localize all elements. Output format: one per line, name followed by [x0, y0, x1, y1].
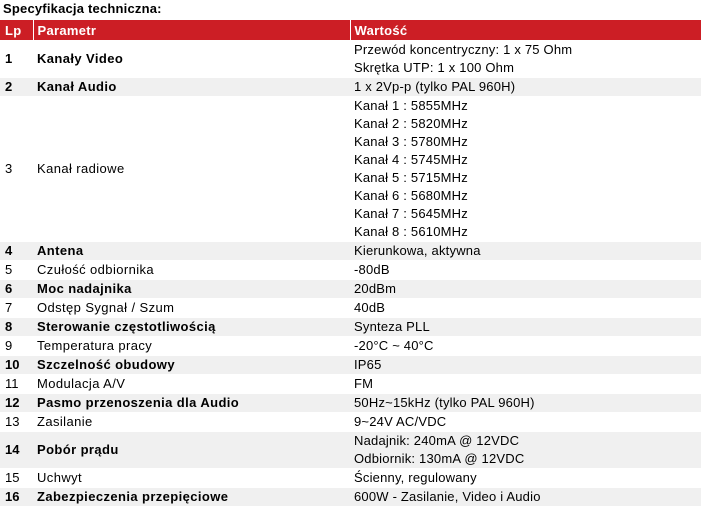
- row-number: 8: [0, 318, 33, 337]
- table-row: [0, 432, 701, 469]
- value-line: 600W - Zasilanie, Video i Audio: [354, 489, 541, 504]
- value-line: 20dBm: [354, 281, 397, 296]
- value-line: Nadajnik: 240mA @ 12VDC: [354, 433, 520, 448]
- parameter-name: Czułość odbiornika: [33, 261, 350, 280]
- row-number: 14: [0, 432, 33, 469]
- table-row: [0, 337, 701, 356]
- row-number: 12: [0, 394, 33, 413]
- table-row: [0, 356, 701, 375]
- column-header-lp: Lp: [0, 20, 33, 41]
- table-row: [0, 97, 701, 242]
- value-line: Skrętka UTP: 1 x 100 Ohm: [354, 60, 515, 75]
- value-line: Ścienny, regulowany: [354, 470, 477, 485]
- section-heading: Specyfikacja techniczna:: [3, 1, 162, 16]
- parameter-value: [350, 242, 701, 261]
- parameter-value: [350, 318, 701, 337]
- parameter-value: [350, 394, 701, 413]
- table-row: [0, 242, 701, 261]
- parameter-name: Moc nadajnika: [33, 280, 350, 299]
- parameter-value: [350, 97, 701, 242]
- row-number: 1: [0, 41, 33, 78]
- parameter-name: Pasmo przenoszenia dla Audio: [33, 394, 350, 413]
- value-line: Kanał 8 : 5610MHz: [354, 224, 468, 239]
- row-number: 7: [0, 299, 33, 318]
- parameter-value: [350, 261, 701, 280]
- value-line: Kanał 6 : 5680MHz: [354, 188, 468, 203]
- row-number: 13: [0, 413, 33, 432]
- parameter-name: Zabezpieczenia przepięciowe: [33, 488, 350, 507]
- table-row: [0, 41, 701, 78]
- table-row: [0, 261, 701, 280]
- parameter-value: [350, 41, 701, 78]
- value-line: 50Hz~15kHz (tylko PAL 960H): [354, 395, 535, 410]
- value-line: Odbiornik: 130mA @ 12VDC: [354, 451, 525, 466]
- parameter-value: [350, 356, 701, 375]
- table-row: [0, 78, 701, 97]
- value-line: Kanał 5 : 5715MHz: [354, 170, 468, 185]
- value-line: Kanał 2 : 5820MHz: [354, 116, 468, 131]
- row-number: 9: [0, 337, 33, 356]
- value-line: Kanał 4 : 5745MHz: [354, 152, 468, 167]
- column-header-param: Parametr: [33, 20, 350, 41]
- row-number: 15: [0, 469, 33, 488]
- value-line: Kanał 3 : 5780MHz: [354, 134, 468, 149]
- row-number: 2: [0, 78, 33, 97]
- value-line: -20°C ~ 40°C: [354, 338, 434, 353]
- parameter-value: [350, 413, 701, 432]
- value-line: Przewód koncentryczny: 1 x 75 Ohm: [354, 42, 573, 57]
- row-number: 16: [0, 488, 33, 507]
- value-line: Kanał 7 : 5645MHz: [354, 206, 468, 221]
- parameter-name: Szczelność obudowy: [33, 356, 350, 375]
- table-header-row: [0, 20, 701, 41]
- parameter-value: [350, 280, 701, 299]
- parameter-name: Zasilanie: [33, 413, 350, 432]
- table-body: [0, 41, 701, 507]
- value-line: IP65: [354, 357, 382, 372]
- column-header-value: Wartość: [350, 20, 701, 41]
- table-row: [0, 318, 701, 337]
- table-row: [0, 394, 701, 413]
- value-line: FM: [354, 376, 374, 391]
- parameter-name: Kanały Video: [33, 41, 350, 78]
- parameter-name: Temperatura pracy: [33, 337, 350, 356]
- value-line: Kierunkowa, aktywna: [354, 243, 481, 258]
- value-line: Synteza PLL: [354, 319, 430, 334]
- table-row: [0, 280, 701, 299]
- parameter-name: Kanał Audio: [33, 78, 350, 97]
- parameter-value: [350, 337, 701, 356]
- table-row: [0, 488, 701, 507]
- parameter-name: Odstęp Sygnał / Szum: [33, 299, 350, 318]
- parameter-name: Kanał radiowe: [33, 97, 350, 242]
- value-line: -80dB: [354, 262, 390, 277]
- table-row: [0, 413, 701, 432]
- value-line: 1 x 2Vp-p (tylko PAL 960H): [354, 79, 516, 94]
- parameter-value: [350, 299, 701, 318]
- value-line: 40dB: [354, 300, 386, 315]
- table-row: [0, 299, 701, 318]
- table-row: [0, 375, 701, 394]
- parameter-value: [350, 432, 701, 469]
- parameter-name: Modulacja A/V: [33, 375, 350, 394]
- parameter-name: Sterowanie częstotliwością: [33, 318, 350, 337]
- parameter-value: [350, 78, 701, 97]
- row-number: 3: [0, 97, 33, 242]
- row-number: 10: [0, 356, 33, 375]
- value-line: Kanał 1 : 5855MHz: [354, 98, 468, 113]
- parameter-value: [350, 375, 701, 394]
- parameter-name: Antena: [33, 242, 350, 261]
- value-line: 9~24V AC/VDC: [354, 414, 447, 429]
- row-number: 5: [0, 261, 33, 280]
- parameter-name: Pobór prądu: [33, 432, 350, 469]
- row-number: 11: [0, 375, 33, 394]
- parameter-value: [350, 469, 701, 488]
- row-number: 4: [0, 242, 33, 261]
- spec-table: [0, 19, 701, 507]
- table-row: [0, 469, 701, 488]
- row-number: 6: [0, 280, 33, 299]
- parameter-name: Uchwyt: [33, 469, 350, 488]
- parameter-value: [350, 488, 701, 507]
